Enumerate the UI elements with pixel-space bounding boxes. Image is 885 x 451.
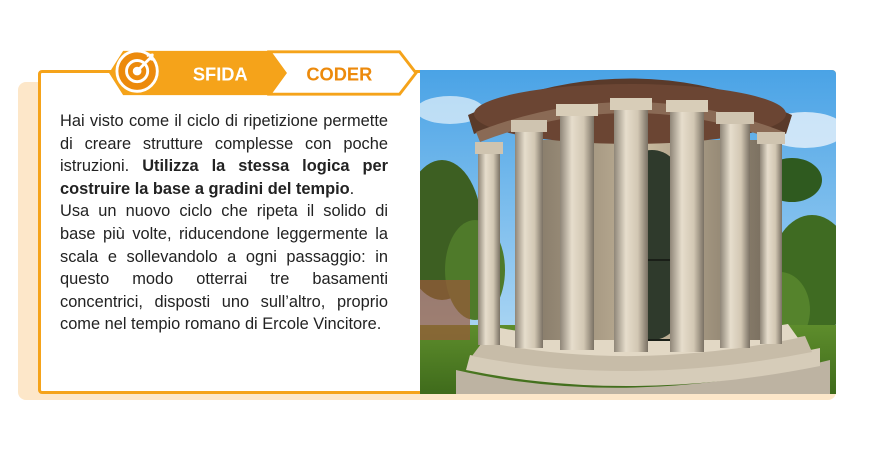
target-icon [117,51,157,91]
challenge-paragraph-2: Usa un nuovo ciclo che ripeta il solido di base più volte, riducendone leggermente la scala e sollevandolo a ogni passaggio: in questo modo otterrai tre basamenti concentrici, disposti uno sull’altro, proprio come nel tempio romano di Ercole Vincitore. [60,202,388,334]
temple-columns [475,98,785,352]
challenge-banner [100,48,430,98]
emphasis-period: . [349,179,355,198]
intro-text: Hai visto come il ciclo di ripetizione permette di creare strutture complesse con poche istruzioni. [60,112,388,176]
challenge-paragraph-1 [60,110,388,200]
challenge-text [60,110,388,336]
round-temple-photo [420,70,836,394]
sfida-label: SFIDA [192,63,248,85]
temple-photo [420,70,836,394]
emphasis-text: Utilizza la stessa logica per costruire la base a gradini del tempio [60,157,388,198]
coder-label: CODER [306,63,373,85]
